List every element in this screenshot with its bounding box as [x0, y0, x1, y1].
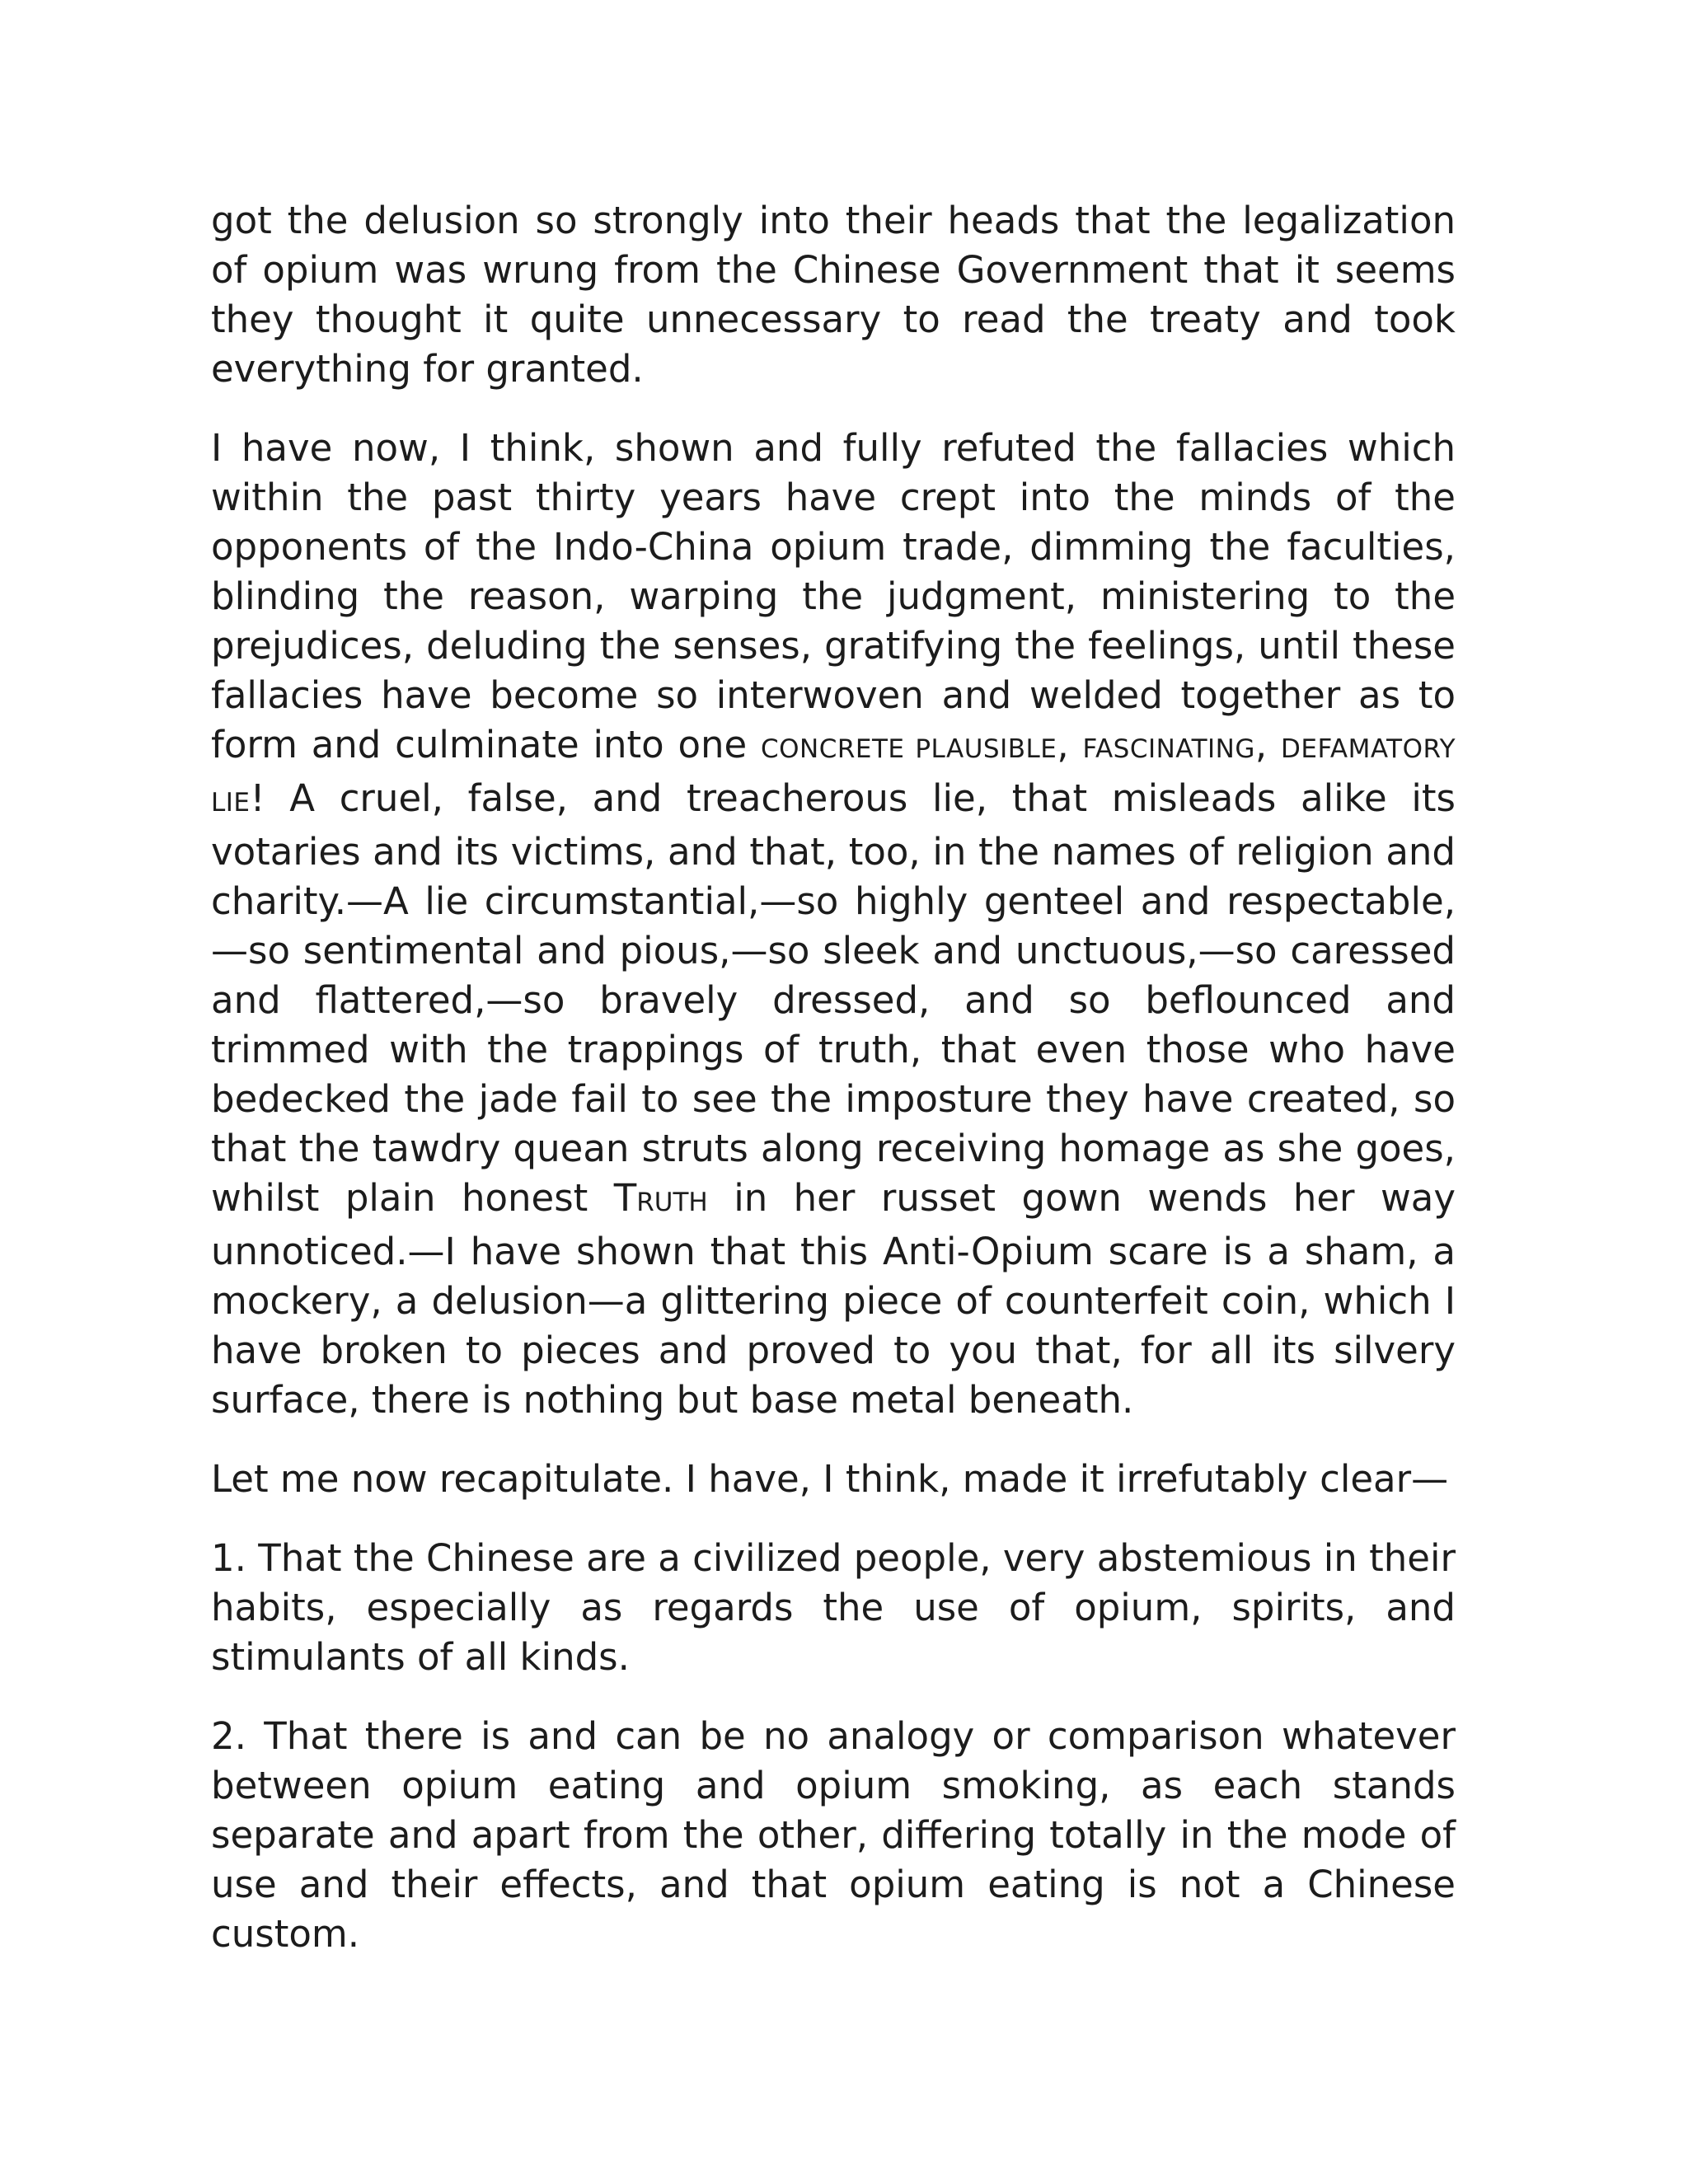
- paragraph-continuation: got the delusion so strongly into their heads that the legalization of opium was wrung from the Chinese Government that it seems they thought it quite unnecessary to read the treaty and took everything for granted.: [211, 199, 1456, 391]
- paragraph-text: ! A cruel, false, and treacherous lie, that misleads alike its votaries and its victims, and that, too, in the names of religion and charity.—A lie circumstantial,—so highly genteel and respectable,—so sentimental and pious,—so sleek and unctuous,—so caressed and flattered,—so bravely dressed, and so beflounced and trimmed with the trappings of truth, that even those who have bedecked the jade fail to see the imposture they have created, so that the tawdry quean struts along receiving homage as she goes, whilst plain honest: [211, 776, 1456, 1220]
- paragraph-text: in her russet gown wends her way unnoticed.—I have shown that this Anti-Opium scare is a sham, a mockery, a delusion—a glittering piece of counterfeit coin, which I have broken to pieces and proved to you that, for all its silvery surface, there is nothing but base metal beneath.: [211, 1176, 1456, 1422]
- small-caps-text: RUTH: [636, 1188, 708, 1217]
- document-page: [211, 196, 1456, 1959]
- separator-text: ,: [1254, 723, 1281, 766]
- small-caps-text: DEFAMATORY LIE: [211, 734, 1456, 818]
- paragraph-text: I have now, I think, shown and fully refuted the fallacies which within the past thirty years have crept into the minds of the opponents of the Indo-China opium trade, dimming the faculties, blinding the reason, warping the judgment, ministering to the prejudices, deluding the senses, gratifying the feelings, until these fallacies have become so interwoven and welded together as to form and culminate into one: [211, 426, 1456, 766]
- paragraph-refutation: [211, 424, 1456, 1425]
- small-caps-text: FASCINATING: [1082, 734, 1255, 764]
- small-caps-text: CONCRETE PLAUSIBLE: [760, 734, 1057, 764]
- separator-text: ,: [1057, 723, 1083, 766]
- small-caps-initial: T: [613, 1176, 637, 1220]
- list-item-1: 1. That the Chinese are a civilized people, very abstemious in their habits, especially as regards the use of opium, spirits, and stimulants of all kinds.: [211, 1536, 1456, 1679]
- paragraph-recapitulate: Let me now recapitulate. I have, I think, made it irrefutably clear—: [211, 1457, 1449, 1501]
- list-item-2: 2. That there is and can be no analogy or comparison whatever between opium eating and opium smoking, as each stands separate and apart from the other, differing totally in the mode of use and their effects, and that opium eating is not a Chinese custom.: [211, 1714, 1456, 1956]
